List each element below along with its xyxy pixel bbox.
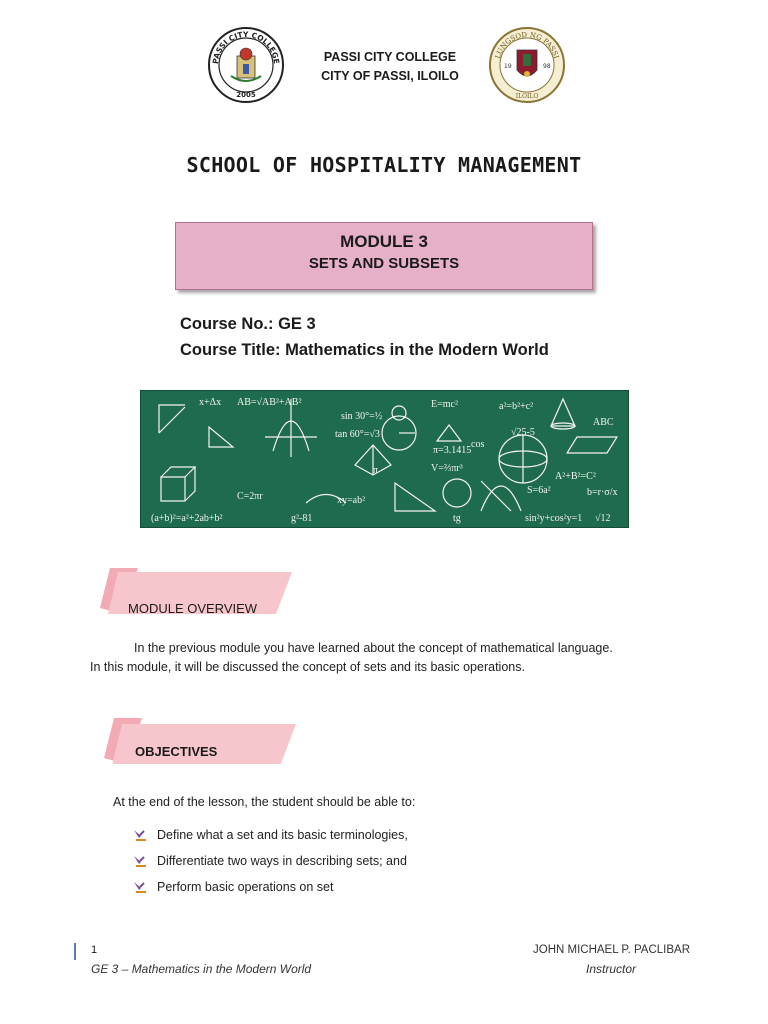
chalk-formula: V=⅔πr³ bbox=[431, 463, 463, 474]
right-seal-bottom-text: ILOILO bbox=[515, 93, 539, 100]
module-title-box bbox=[175, 222, 593, 290]
chalk-formula: √12 bbox=[595, 513, 611, 524]
right-seal-year-right: 98 bbox=[543, 63, 551, 70]
passi-city-college-seal-icon bbox=[207, 26, 285, 104]
chalk-formula: a²=b²+c² bbox=[499, 401, 534, 412]
list-item bbox=[132, 851, 407, 871]
city-of-passi-seal-icon bbox=[484, 26, 562, 104]
chalk-formula: S=6a² bbox=[527, 485, 551, 496]
course-title: Course Title: Mathematics in the Modern World bbox=[180, 341, 549, 359]
module-overview-label: MODULE OVERVIEW bbox=[128, 601, 258, 616]
objective-text: Define what a set and its basic terminologies, bbox=[157, 827, 408, 842]
left-seal-year: 2005 bbox=[236, 91, 256, 99]
overview-line-2: In this module, it will be discussed the concept of sets and its basic operations. bbox=[90, 660, 525, 674]
chalk-formula: AB=√AB²+AB² bbox=[237, 397, 302, 408]
list-item bbox=[132, 877, 333, 897]
overview-line-1: In the previous module you have learned about the concept of mathematical language. bbox=[134, 641, 613, 655]
chalk-formula: A²+B²=C² bbox=[555, 471, 596, 482]
arrow-bullet-icon bbox=[132, 880, 148, 894]
chalk-formula: g²-81 bbox=[291, 513, 313, 524]
school-title: SCHOOL OF HOSPITALITY MANAGEMENT bbox=[186, 153, 582, 177]
page-number: 1 bbox=[91, 944, 98, 956]
left-seal-ring-text: PASSI CITY COLLEGE bbox=[210, 29, 282, 65]
footer-course: GE 3 – Mathematics in the Modern World bbox=[91, 962, 312, 976]
college-header bbox=[300, 48, 480, 86]
arrow-bullet-icon bbox=[132, 854, 148, 868]
chalk-formula: E=mc² bbox=[431, 399, 458, 410]
chalk-formula: b=r·σ/x bbox=[587, 487, 618, 498]
college-name: PASSI CITY COLLEGE bbox=[323, 50, 457, 64]
right-seal-year-left: 19 bbox=[504, 63, 512, 70]
chalk-formula: π bbox=[373, 465, 379, 476]
chalk-formula: √25-5 bbox=[511, 427, 535, 438]
chalk-formula: π=3.1415 bbox=[433, 445, 472, 456]
footer-divider bbox=[74, 943, 76, 960]
chalk-formula: x+Δx bbox=[199, 397, 222, 408]
footer-author: JOHN MICHAEL P. PACLIBAR bbox=[533, 944, 690, 956]
objectives-intro: At the end of the lesson, the student should be able to: bbox=[113, 795, 416, 809]
chalk-formula: (a+b)²=a²+2ab+b² bbox=[151, 513, 223, 524]
chalk-formula: xy=ab² bbox=[337, 495, 366, 506]
module-title: SETS AND SUBSETS bbox=[308, 255, 460, 272]
chalk-formula: cos bbox=[471, 439, 485, 450]
right-seal-ring-text: LUNGSOD NG PASSI bbox=[493, 30, 561, 60]
objective-text: Differentiate two ways in describing sets; and bbox=[157, 853, 407, 868]
chalk-formula: C=2πr bbox=[237, 491, 263, 502]
chalk-formula: ABC bbox=[593, 417, 614, 428]
footer-role: Instructor bbox=[586, 962, 637, 976]
chalk-formula: sin²y+cos²y=1 bbox=[525, 513, 583, 524]
arrow-bullet-icon bbox=[132, 828, 148, 842]
list-item bbox=[132, 825, 408, 845]
chalk-formula: tan 60°=√3 bbox=[335, 429, 380, 440]
objectives-label: OBJECTIVES bbox=[135, 744, 218, 759]
objective-text: Perform basic operations on set bbox=[157, 879, 334, 894]
module-number: MODULE 3 bbox=[340, 232, 428, 251]
math-formulas-chalkboard-image bbox=[140, 390, 629, 528]
course-number: Course No.: GE 3 bbox=[180, 315, 316, 333]
college-location: CITY OF PASSI, ILOILO bbox=[321, 69, 459, 83]
chalk-formula: tg bbox=[453, 513, 461, 524]
chalk-formula: sin 30°=½ bbox=[341, 411, 383, 422]
